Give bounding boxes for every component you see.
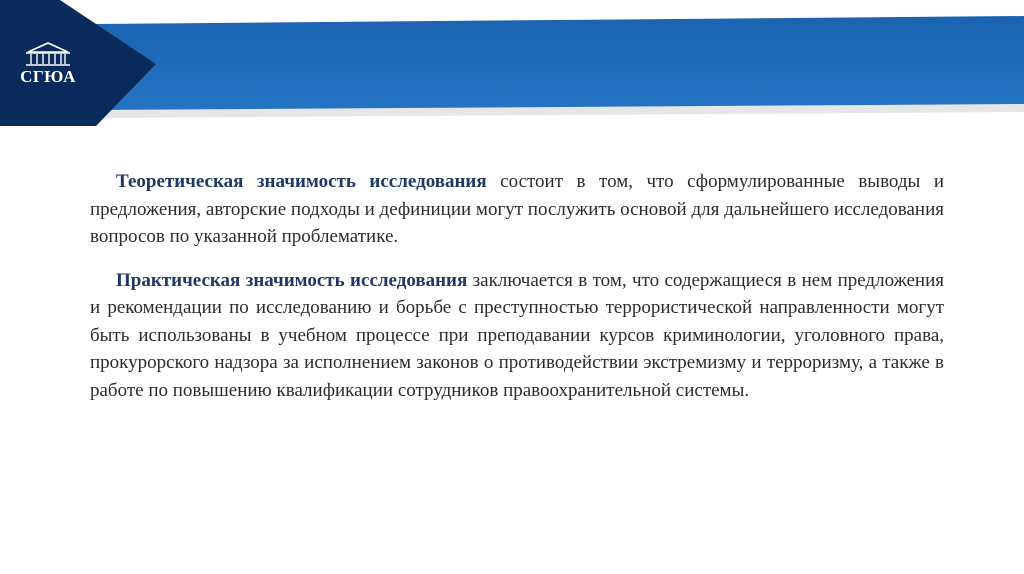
building-columns-icon [14,40,82,68]
paragraph-text: заключается в том, что содержащиеся в нем предложения и рекомендации по исследованию и борьбе с преступностью террористической направленности могут быть использованы в учебном процессе при преподавании курсов криминологии, уголовного права, прокурорского надзора за исполнением законов о противодействии экстремизму и терроризму, а также в работе по повышению квалификации сотрудников правоохранительной системы. [90,269,944,401]
header-banner [0,0,1024,130]
logo [14,40,82,96]
paragraph-lead: Теоретическая значимость исследования [116,171,487,192]
theoretical-significance-paragraph [90,168,944,251]
logo-text: СГЮА [20,67,76,86]
paragraph-text: состоит в том, что сформулированные выводы и предложения, авторские подходы и дефиниции могут послужить основой для дальнейшего исследования вопросов по указанной проблематике. [90,171,944,247]
slide-body [90,168,944,404]
paragraph-lead: Практическая значимость исследования [116,269,468,291]
header-banner-graphic [0,0,1024,130]
practical-significance-paragraph [90,267,944,405]
